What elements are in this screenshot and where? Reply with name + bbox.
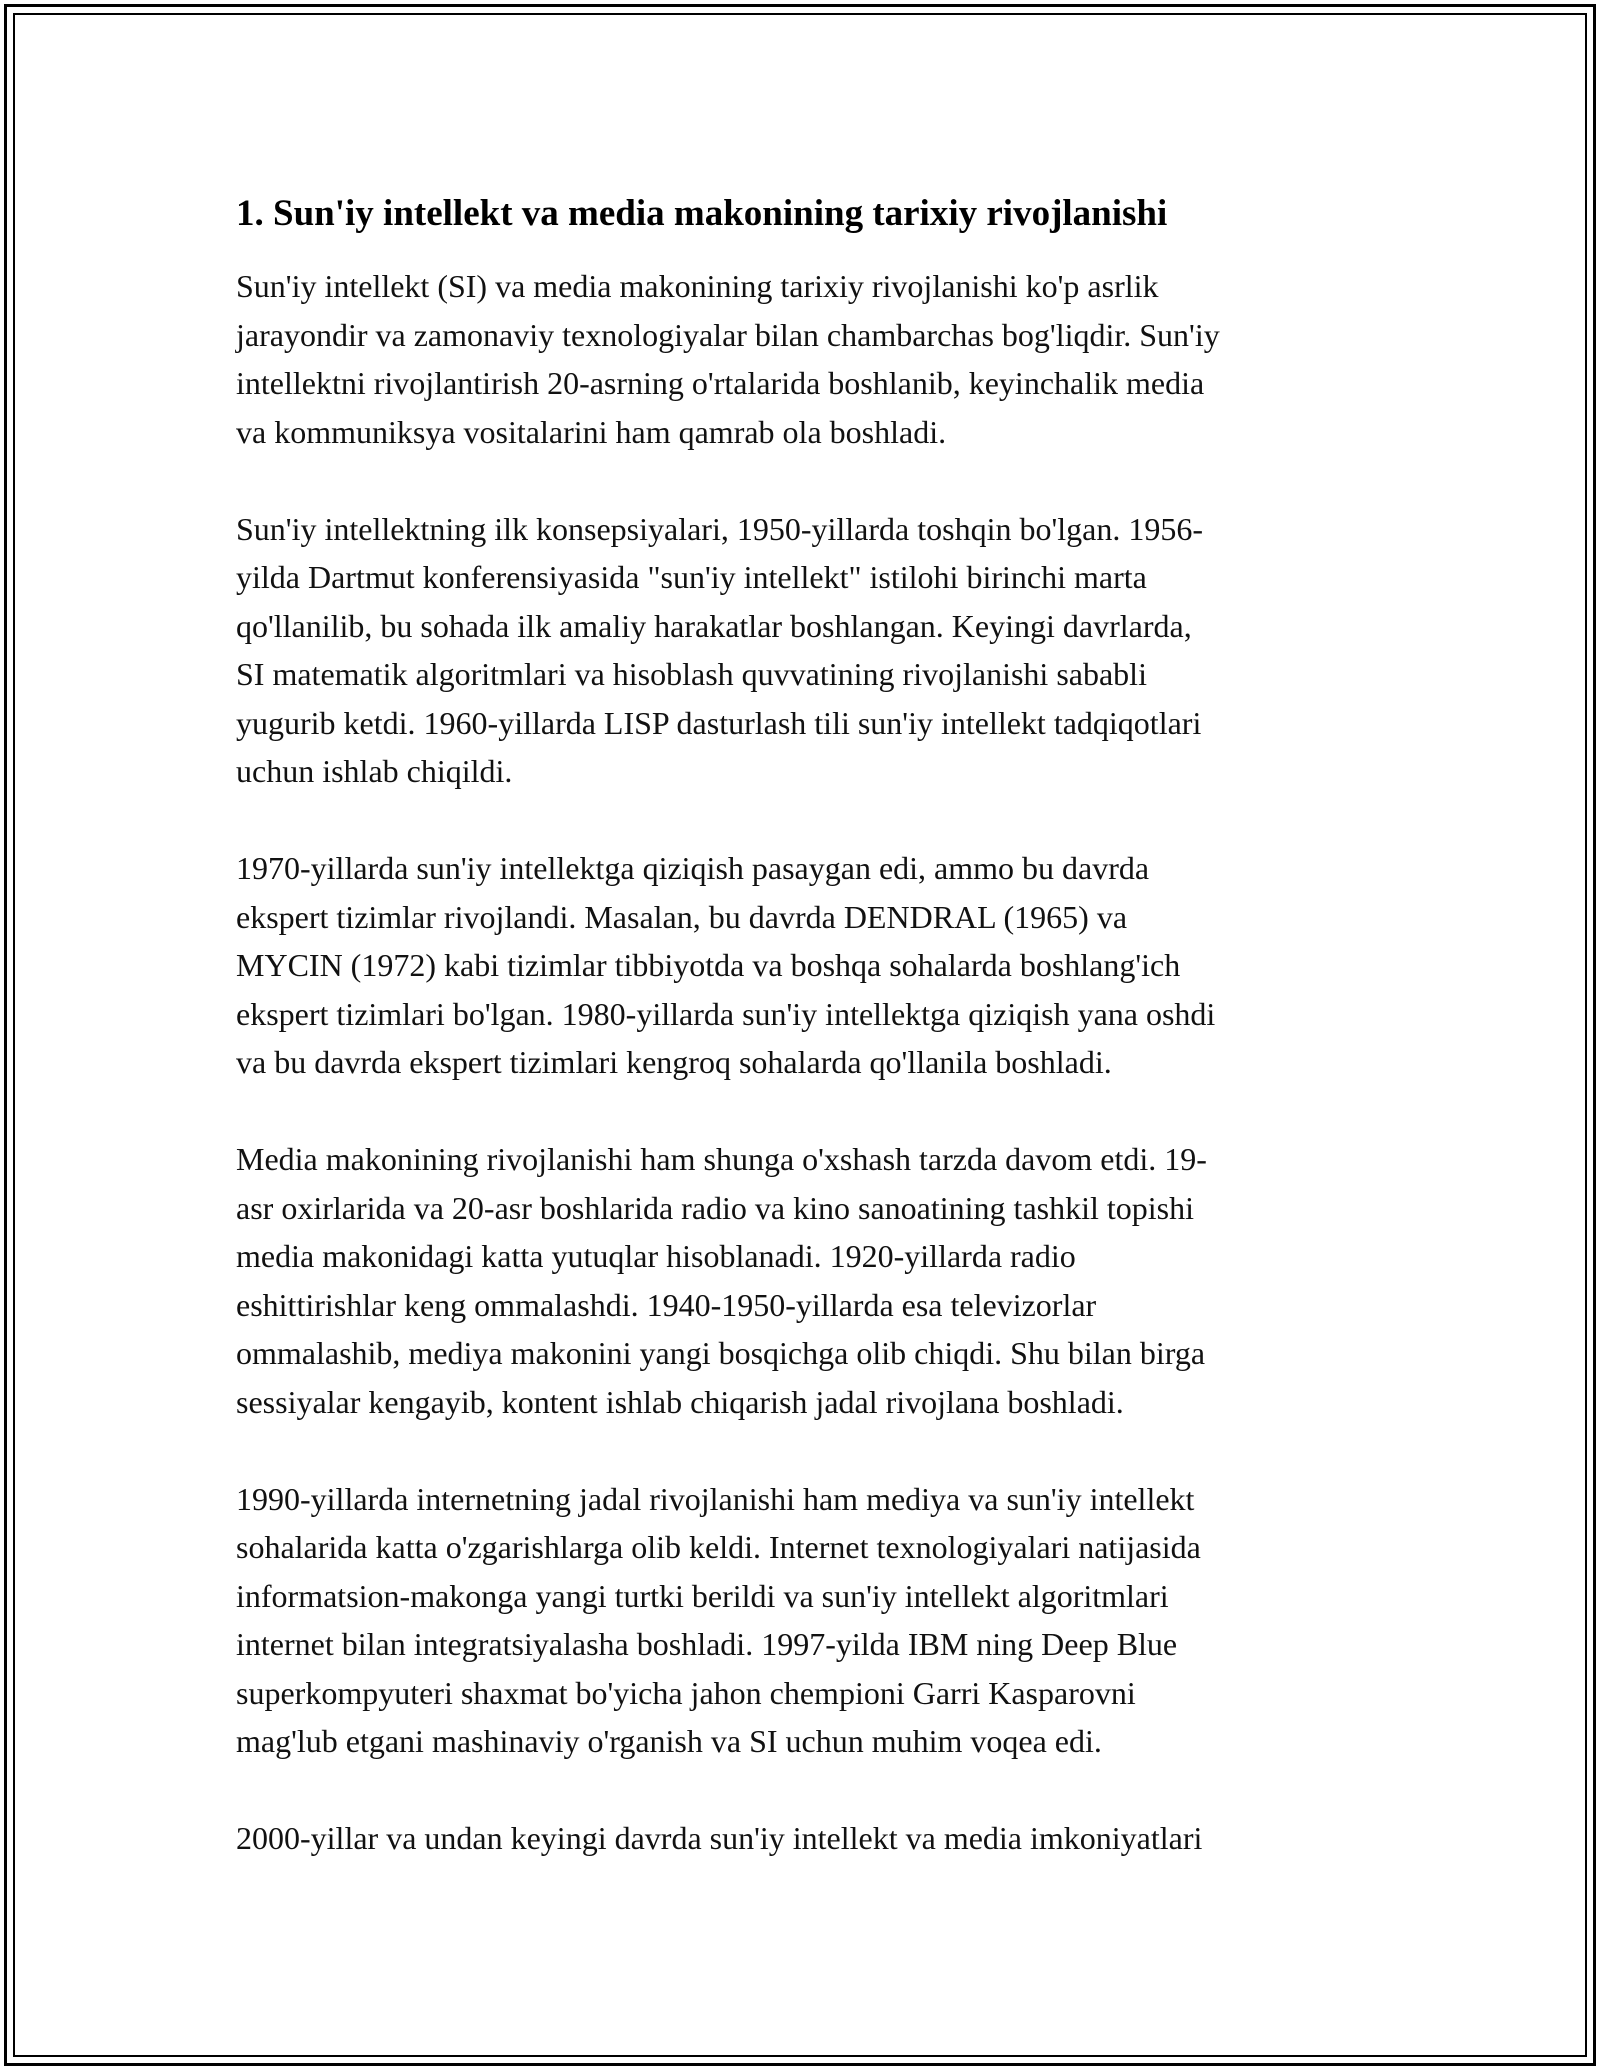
document-body bbox=[236, 186, 1356, 1911]
text-line: Sun'iy intellekt (SI) va media makonining tarixiy rivojlanishi ko'p asrlik bbox=[236, 268, 1159, 304]
text-line: yugurib ketdi. 1960-yillarda LISP dasturlash tili sun'iy intellekt tadqiqotlari bbox=[236, 704, 1202, 741]
text-line: eshittirishlar keng ommalashdi. 1940-1950-yillarda esa televizorlar bbox=[236, 1286, 1097, 1323]
text-line: media makonidagi katta yutuqlar hisoblanadi. 1920-yillarda radio bbox=[236, 1238, 1076, 1274]
text-line: sohalarida katta o'zgarishlarga olib keldi. Internet texnologiyalari natijasida bbox=[236, 1529, 1201, 1565]
text-line: MYCIN (1972) kabi tizimlar tibbiyotda va boshqa sohalarda boshlang'ich bbox=[236, 947, 1181, 983]
text-line: 1990-yillarda internetning jadal rivojlanishi ham mediya va sun'iy intellekt bbox=[236, 1480, 1195, 1517]
text-line: sessiyalar kengayib, kontent ishlab chiqarish jadal rivojlana boshladi. bbox=[236, 1383, 1124, 1420]
text-line: Media makonining rivojlanishi ham shunga o'xshash tarzda davom etdi. 19- bbox=[236, 1141, 1207, 1177]
paragraph bbox=[236, 1135, 1356, 1426]
paragraph bbox=[236, 844, 1356, 1087]
text-line: ekspert tizimlari bo'lgan. 1980-yillarda sun'iy intellektga qiziqish yana oshdi bbox=[236, 995, 1216, 1032]
text-line: mag'lub etgani mashinaviy o'rganish va SI uchun muhim voqea edi. bbox=[236, 1723, 1102, 1759]
text-line: va bu davrda ekspert tizimlari kengroq sohalarda qo'llanila boshladi. bbox=[236, 1044, 1112, 1080]
text-line: yilda Dartmut konferensiyasida "sun'iy intellekt" istilohi birinchi marta bbox=[236, 559, 1147, 595]
paragraph bbox=[236, 1475, 1356, 1766]
text-line: ommalashib, mediya makonini yangi bosqichga olib chiqdi. Shu bilan birga bbox=[236, 1335, 1206, 1371]
text-line: internet bilan integratsiyalasha boshladi. 1997-yilda IBM ning Deep Blue bbox=[236, 1626, 1178, 1662]
text-line: jarayondir va zamonaviy texnologiyalar bilan chambarchas bog'liqdir. Sun'iy bbox=[236, 316, 1220, 353]
text-line: Sun'iy intellektning ilk konsepsiyalari, 1950-yillarda toshqin bo'lgan. 1956- bbox=[236, 510, 1203, 547]
text-line: va kommuniksya vositalarini ham qamrab ola boshladi. bbox=[236, 413, 947, 450]
text-line: asr oxirlarida va 20-asr boshlarida radio va kino sanoatining tashkil topishi bbox=[236, 1189, 1194, 1226]
section-heading: 1. Sun'iy intellekt va media makonining tarixiy rivojlanishi bbox=[236, 193, 1168, 234]
paragraph bbox=[236, 505, 1356, 796]
text-line: SI matematik algoritmlari va hisoblash quvvatining rivojlanishi sababli bbox=[236, 656, 1147, 692]
paragraph bbox=[236, 1814, 1356, 1863]
text-line: ekspert tizimlar rivojlandi. Masalan, bu davrda DENDRAL (1965) va bbox=[236, 898, 1128, 935]
text-line: superkompyuteri shaxmat bo'yicha jahon chempioni Garri Kasparovni bbox=[236, 1674, 1136, 1711]
text-line: intellektni rivojlantirish 20-asrning o'rtalarida boshlanib, keyinchalik media bbox=[236, 365, 1205, 401]
text-line: uchun ishlab chiqildi. bbox=[236, 753, 513, 789]
paragraph bbox=[236, 262, 1356, 456]
text-line: 1970-yillarda sun'iy intellektga qiziqish pasaygan edi, ammo bu davrda bbox=[236, 850, 1150, 886]
text-line: qo'llanilib, bu sohada ilk amaliy harakatlar boshlangan. Keyingi davrlarda, bbox=[236, 607, 1192, 644]
text-line: informatsion-makonga yangi turtki berildi va sun'iy intellekt algoritmlari bbox=[236, 1577, 1169, 1614]
text-line: 2000-yillar va undan keyingi davrda sun'iy intellekt va media imkoniyatlari bbox=[236, 1820, 1203, 1856]
